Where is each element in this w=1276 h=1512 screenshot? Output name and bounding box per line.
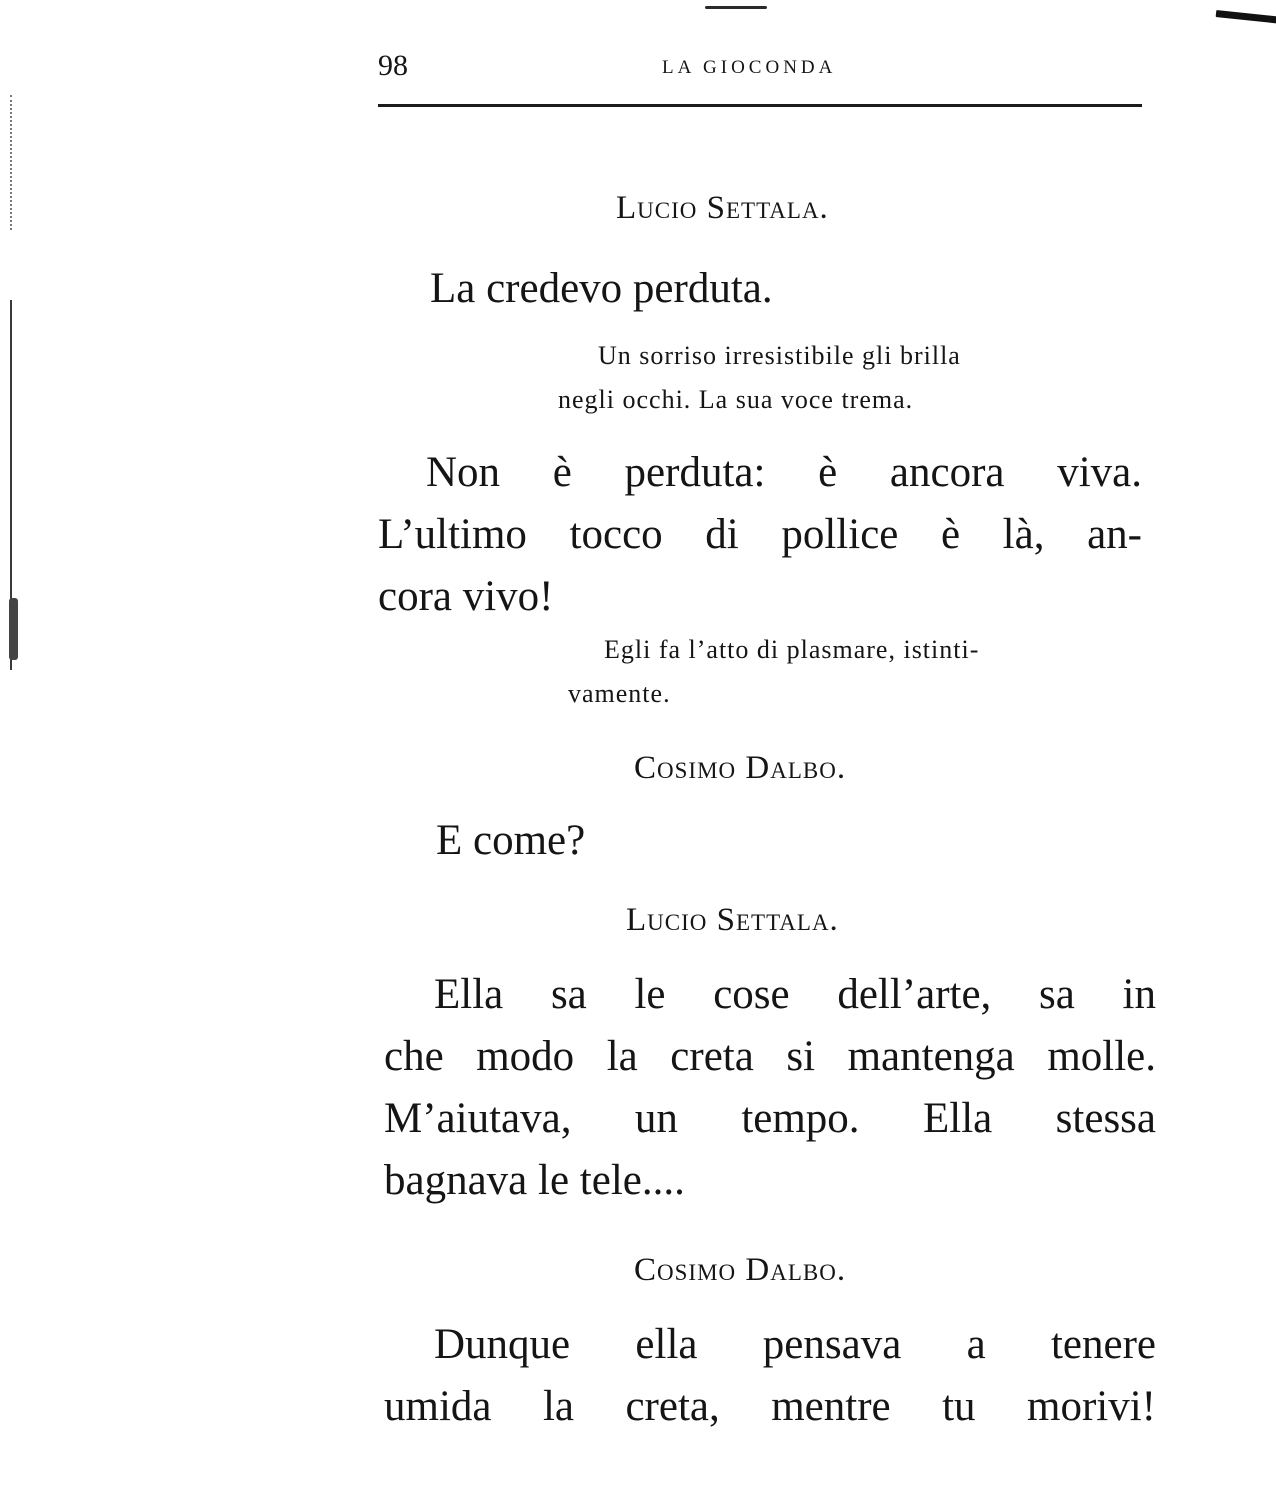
dialogue-line: cora vivo! [378,573,554,620]
dialogue-line: Ella sa le cose dell’arte, sa in [434,971,1156,1018]
dialogue-block [384,1314,1156,1438]
dialogue-line: bagnava le tele.... [384,1157,685,1204]
stage-line: Egli fa l’atto di plasmare, istinti- [604,635,980,664]
running-header [378,50,1142,82]
running-title: LA GIOCONDA [662,57,837,78]
speaker-name: Cosimo Dalbo. [634,750,847,786]
dialogue-block [378,442,1142,628]
stage-direction [558,334,1146,422]
speaker-name: Lucio Settala. [626,902,839,938]
dialogue-block [384,964,1156,1212]
stage-line: negli occhi. La sua voce trema. [558,385,914,414]
dialogue-line: E come? [436,817,586,864]
page-number: 98 [378,49,408,82]
scan-artifact-edge-blot [9,598,18,660]
dialogue-line: che modo la creta si mantenga molle. [384,1033,1156,1080]
scan-artifact-top [705,6,767,9]
dialogue-block [436,810,736,872]
dialogue-line: L’ultimo tocco di pollice è là, an- [378,511,1142,558]
speaker-name: Lucio Settala. [616,190,829,226]
stage-line: vamente. [568,679,671,708]
dialogue-line: umida la creta, mentre tu morivi! [384,1383,1156,1430]
stage-line: Un sorriso irresistibile gli brilla [598,341,961,370]
dialogue-line: Non è perduta: è ancora viva. [426,449,1142,496]
dialogue-line: M’aiutava, un tempo. Ella stessa [384,1095,1156,1142]
header-rule [378,104,1142,107]
stage-direction [568,628,1152,716]
dialogue-line: Dunque ella pensava a tenere [434,1321,1156,1368]
speaker-name: Cosimo Dalbo. [634,1252,847,1288]
scan-artifact-edge-dotted [10,95,12,230]
dialogue-block [430,258,870,320]
scan-artifact-corner [1216,10,1276,23]
dialogue-line: La credevo perduta. [430,265,773,312]
